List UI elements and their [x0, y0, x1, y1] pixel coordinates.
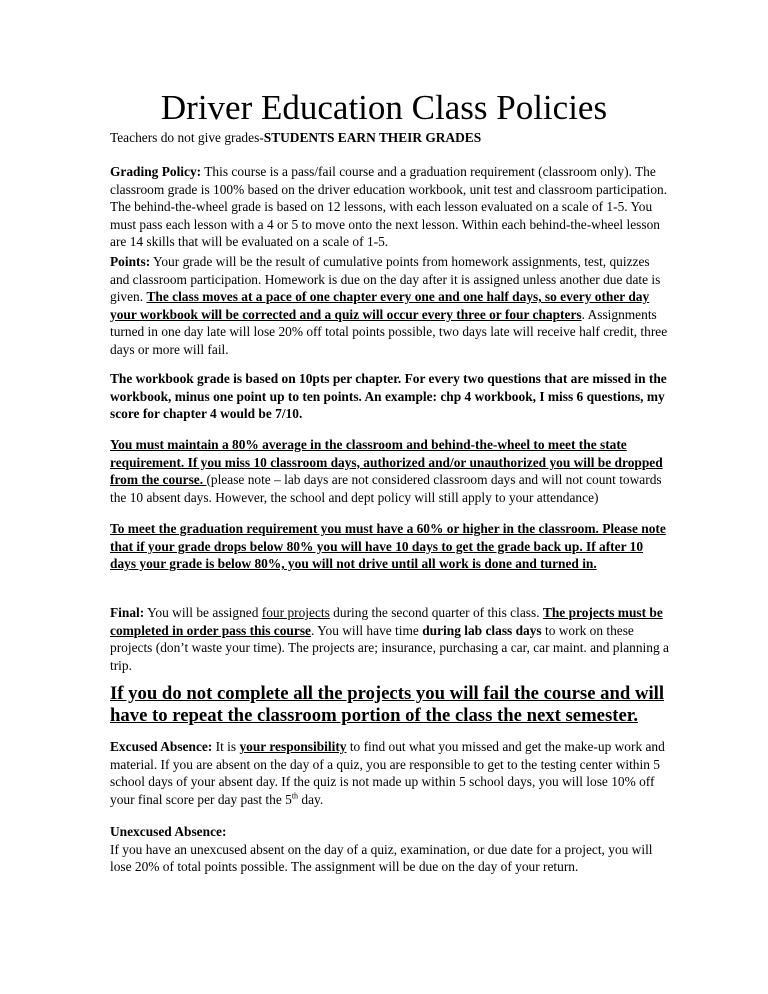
intro-emphasis: STUDENTS EARN THEIR GRADES	[263, 130, 482, 145]
excused-superscript: th	[291, 791, 299, 801]
final-text-1: You will be assigned	[144, 605, 262, 620]
workbook-paragraph: The workbook grade is based on 10pts per chapter. For every two questions that are missed in the workbook, minus one point up to ten points. An example: chp 4 workbook, I miss 6 questions, my score for chapter 4 would be 7/10.	[110, 371, 667, 421]
excused-text-3: day.	[298, 791, 324, 807]
graduation-requirement-paragraph: To meet the graduation requirement you must have a 60% or higher in the classroom. Please note that if your grade drops below 80% you will have 10 days to get the grade back up. If after 10 days your grade is below 80%, you will not drive until all work is done and turned in.	[110, 521, 666, 571]
final-text-4: to work on these projects (don’t waste your time). The projects are; insurance, purchasing a car, car maint. and planning a trip.	[110, 622, 669, 673]
final-label: Final:	[110, 605, 145, 620]
maintain-average-note: (please note – lab days are not considered classroom days and will not count towards the 10 absent days. However, the school and dept policy will still apply to your attendance)	[110, 472, 662, 505]
final-lab-days: during lab class days	[422, 622, 542, 638]
final-text-2: during the second quarter of this class.	[329, 605, 543, 620]
projects-warning: If you do not complete all the projects you will fail the course and will have to repeat the classroom portion of the class the next semester.	[110, 683, 665, 726]
excused-text-1: It is	[212, 739, 240, 754]
unexcused-absence-paragraph	[110, 823, 670, 876]
points-text-2: . Assignments turned in one day late will lose 20% off total points possible, two days late will receive half credit, three days or more will fail.	[110, 306, 668, 357]
excused-absence-paragraph	[110, 738, 670, 808]
unexcused-absence-label: Unexcused Absence:	[110, 824, 227, 839]
grading-policy-paragraph	[110, 163, 670, 251]
grading-policy-label: Grading Policy:	[110, 164, 202, 179]
excused-text-2: to find out what you missed and get the make-up work and material. If you are absent on the day of a quiz, you are responsible to get to the testing center within 5 school days of your absent day. If the quiz is not made up within 5 school days, you will lose 10% off your final score per day past the 5	[110, 739, 665, 807]
maintain-average-paragraph	[110, 436, 670, 506]
final-four-projects: four projects	[261, 605, 330, 620]
excused-responsibility: your responsibility	[239, 739, 347, 754]
page-title: Driver Education Class Policies	[160, 88, 608, 127]
points-paragraph	[110, 253, 670, 358]
points-pace-note: The class moves at a pace of one chapter every one and one half days, so every other day your workbook will be corrected and a quiz will occur every three or four chapters	[110, 289, 650, 322]
points-label: Points:	[110, 254, 151, 269]
final-text-3: . You will have time	[310, 622, 423, 638]
excused-absence-label: Excused Absence:	[110, 739, 213, 754]
intro-paragraph	[110, 129, 670, 147]
intro-text: Teachers do not give grades-	[110, 130, 264, 145]
final-projects-required: The projects must be completed in order pass this course	[110, 605, 663, 638]
grading-policy-text: This course is a pass/fail course and a graduation requirement (classroom only). The classroom grade is 100% based on the driver education workbook, unit test and classroom participation. The behind-the-wheel grade is based on 12 lessons, with each lesson evaluated on a scale of 1-5. You must pass each lesson with a 4 or 5 to move onto the next lesson. Within each behind-the-wheel lesson are 14 skills that will be evaluated on a scale of 1-5.	[110, 164, 668, 249]
maintain-average-requirement: You must maintain a 80% average in the classroom and behind-the-wheel to meet the state requirement. If you miss 10 classroom days, authorized and/or unauthorized you will be dropped from the course.	[110, 437, 663, 487]
final-paragraph	[110, 604, 670, 674]
unexcused-text: If you have an unexcused absent on the day of a quiz, examination, or due date for a project, you will lose 20% of total points possible. The assignment will be due on the day of your return.	[110, 841, 653, 874]
points-text-1: Your grade will be the result of cumulative points from homework assignments, test, quizzes and classroom participation. Homework is due on the day after it is assigned unless another due date is given.	[110, 254, 661, 304]
